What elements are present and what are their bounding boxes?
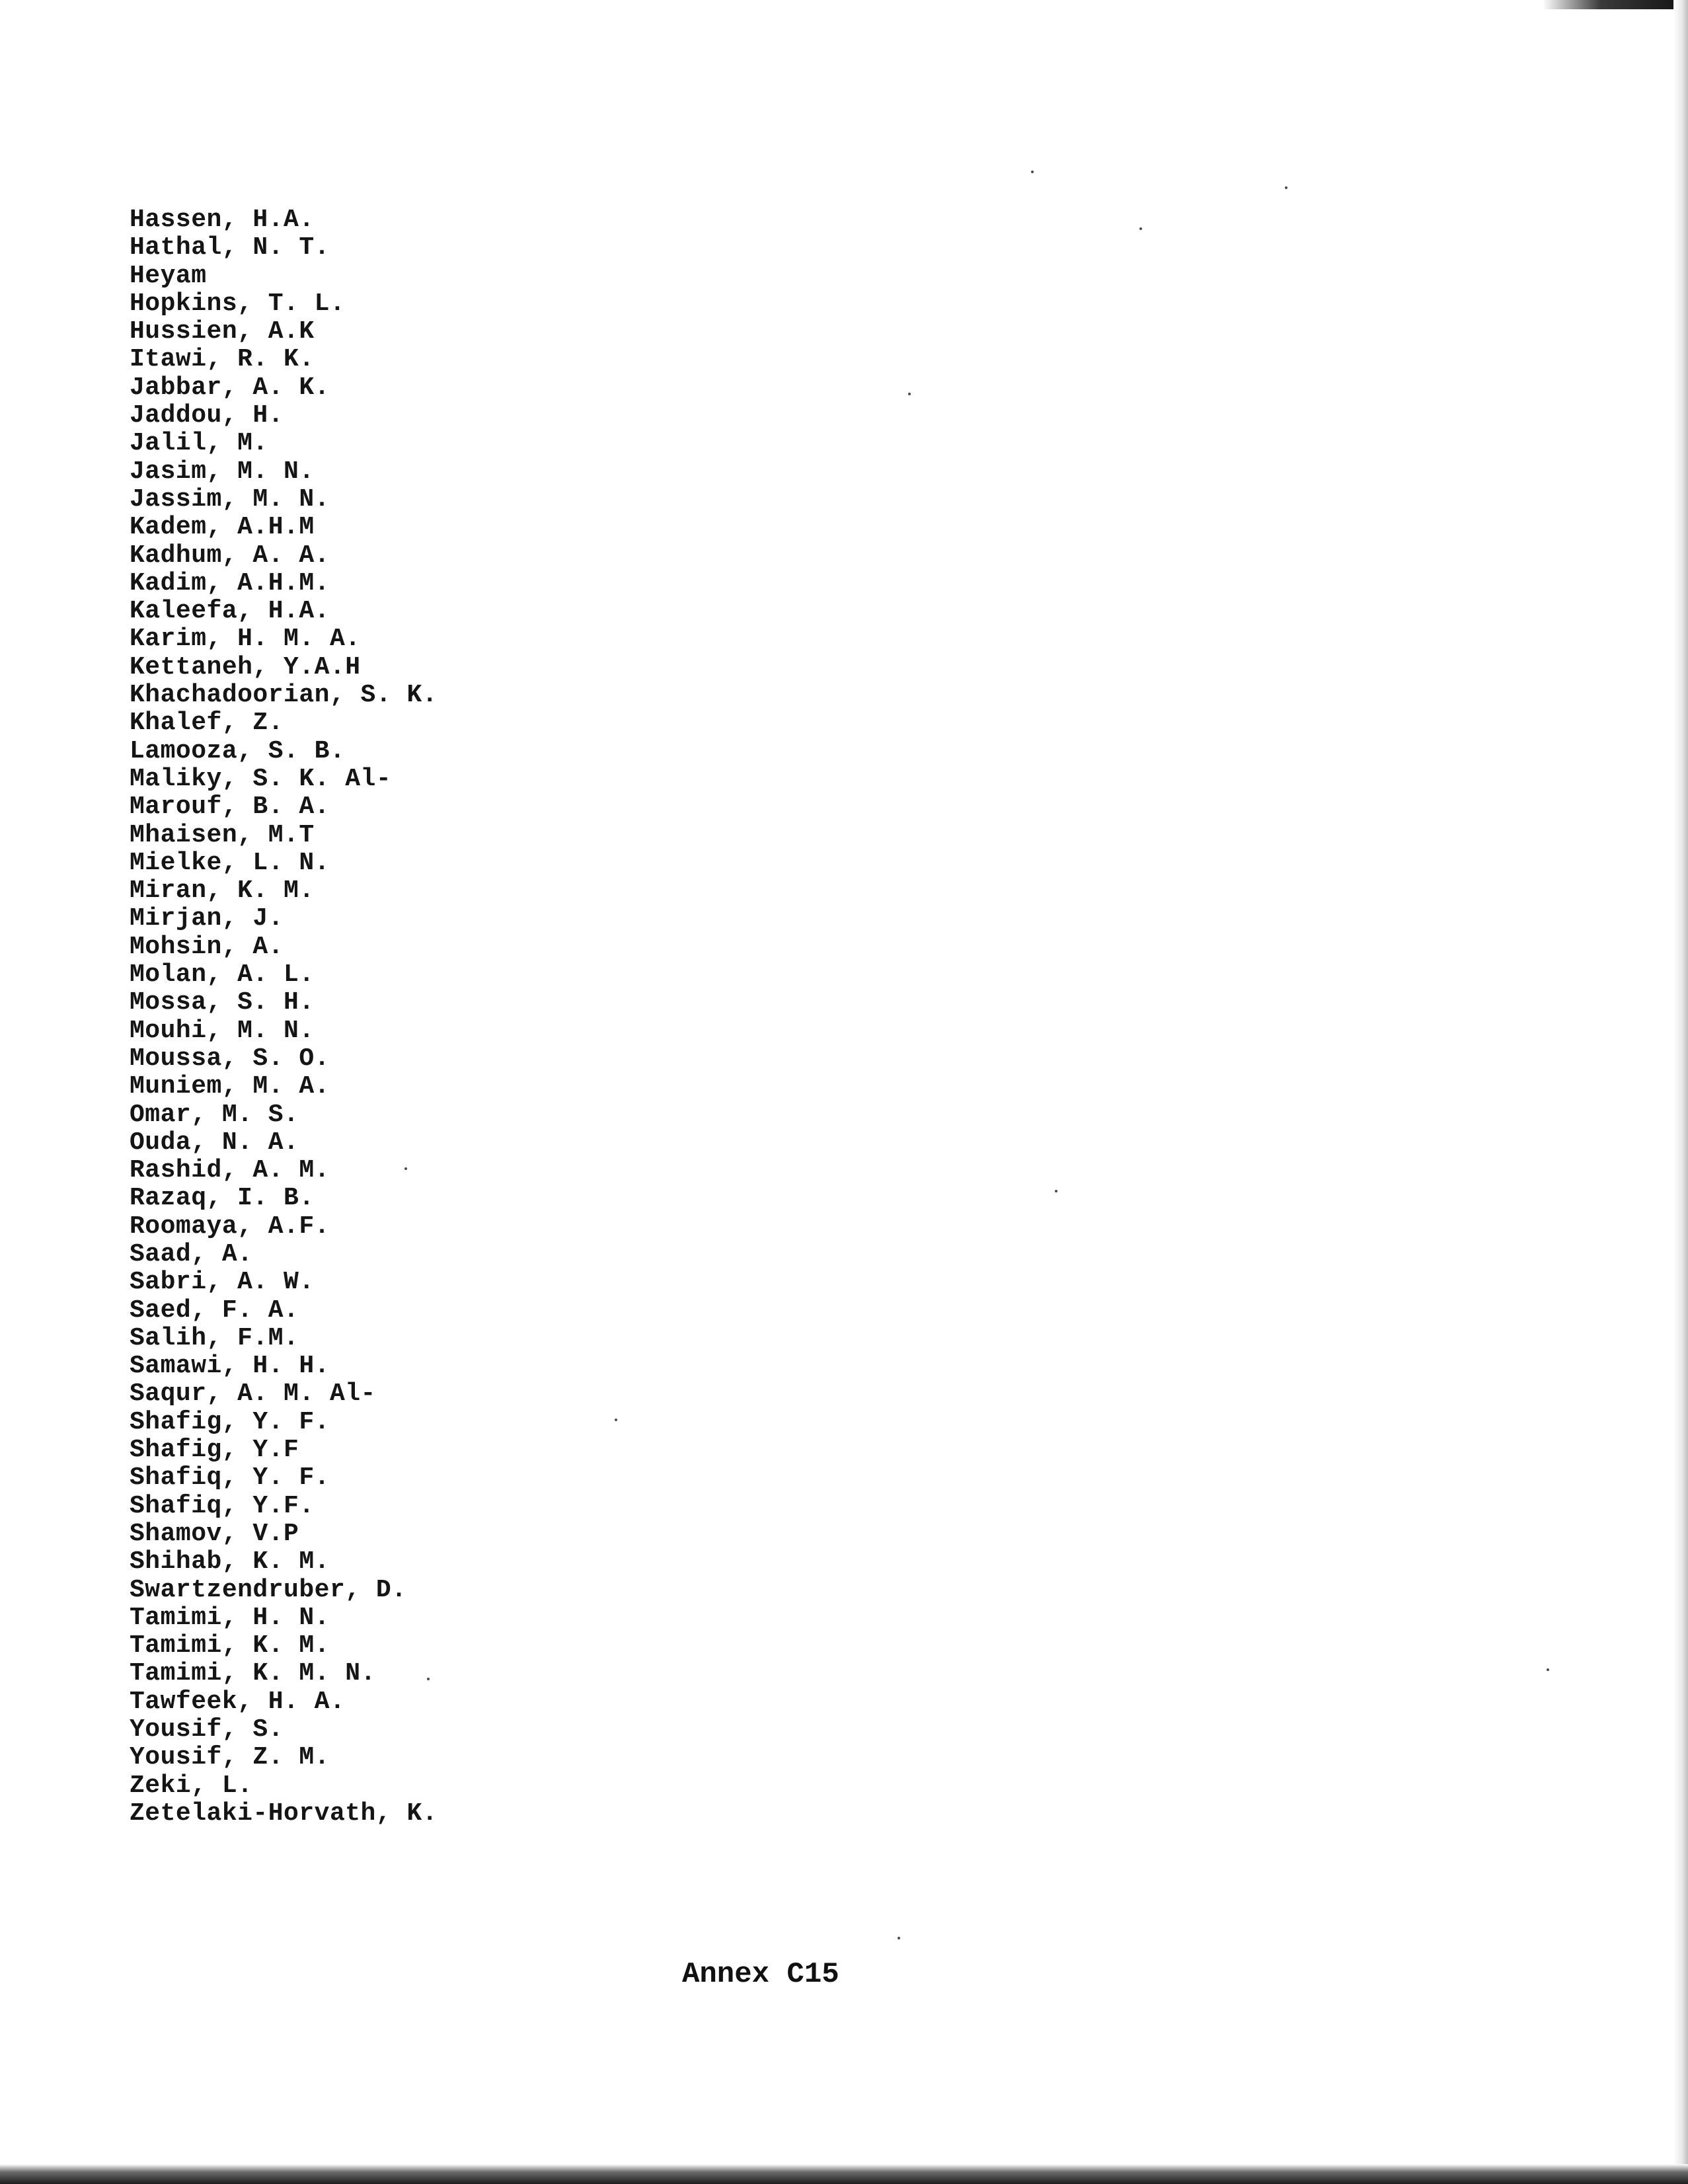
name-entry: Tamimi, H. N. <box>130 1603 330 1632</box>
scan-speck <box>1055 1190 1057 1192</box>
name-entry: Jalil, M. <box>130 429 268 458</box>
name-entry: Zetelaki-Horvath, K. <box>130 1799 438 1828</box>
name-entry: Kadem, A.H.M <box>130 513 315 542</box>
name-entry: Khalef, Z. <box>130 709 284 738</box>
name-entry: Yousif, S. <box>130 1715 284 1744</box>
name-entry: Saed, F. A. <box>130 1296 299 1325</box>
name-entry: Tamimi, K. M. N. <box>130 1659 376 1688</box>
scan-speck <box>1139 227 1142 230</box>
name-entry: Zeki, L. <box>130 1771 253 1800</box>
name-entry: Shihab, K. M. <box>130 1547 330 1577</box>
scan-speck <box>898 1937 900 1939</box>
name-entry: Marouf, B. A. <box>130 793 330 822</box>
name-entry: Omar, M. S. <box>130 1100 299 1129</box>
name-entry: Swartzendruber, D. <box>130 1575 407 1604</box>
scan-speck <box>1285 186 1287 189</box>
name-entry: Mossa, S. H. <box>130 988 315 1017</box>
scan-speck <box>615 1419 617 1421</box>
scan-edge-right <box>1673 0 1688 2184</box>
name-entry: Salih, F.M. <box>130 1323 299 1352</box>
name-entry: Muniem, M. A. <box>130 1072 330 1101</box>
name-entry: Hathal, N. T. <box>130 233 330 262</box>
name-entry: Hussien, A.K <box>130 317 315 346</box>
name-entry: Shafiq, Y. F. <box>130 1463 330 1493</box>
name-entry: Jassim, M. N. <box>130 485 330 514</box>
name-entry: Ouda, N. A. <box>130 1128 299 1157</box>
name-entry: Moussa, S. O. <box>130 1044 330 1073</box>
name-entry: Kadhum, A. A. <box>130 541 330 570</box>
name-entry: Tamimi, K. M. <box>130 1631 330 1660</box>
name-entry: Shamov, V.P <box>130 1519 299 1548</box>
name-entry: Mielke, L. N. <box>130 848 330 877</box>
name-entry: Jabbar, A. K. <box>130 373 330 402</box>
name-entry: Khachadoorian, S. K. <box>130 681 438 710</box>
scan-edge-bottom <box>0 2164 1688 2184</box>
name-entry: Itawi, R. K. <box>130 345 315 374</box>
name-entry: Lamooza, S. B. <box>130 736 346 765</box>
name-entry: Kadim, A.H.M. <box>130 568 330 598</box>
name-entry: Karim, H. M. A. <box>130 625 361 654</box>
scan-speck <box>908 393 911 395</box>
name-list <box>130 206 438 1828</box>
name-entry: Hassen, H.A. <box>130 206 315 234</box>
scan-speck <box>1547 1668 1549 1671</box>
name-entry: Molan, A. L. <box>130 960 315 990</box>
name-entry: Razaq, I. B. <box>130 1184 315 1213</box>
name-entry: Shafiq, Y.F. <box>130 1491 315 1520</box>
name-entry: Roomaya, A.F. <box>130 1212 330 1241</box>
name-entry: Saqur, A. M. Al- <box>130 1380 376 1409</box>
name-entry: Hopkins, T. L. <box>130 289 346 318</box>
name-entry: Mouhi, M. N. <box>130 1016 315 1045</box>
name-entry: Shafig, Y.F <box>130 1436 299 1465</box>
annex-label: Annex C15 <box>682 1958 839 1991</box>
name-entry: Mohsin, A. <box>130 932 284 961</box>
name-entry: Jasim, M. N. <box>130 457 315 486</box>
name-entry: Kettaneh, Y.A.H <box>130 652 361 682</box>
name-entry: Samawi, H. H. <box>130 1352 330 1381</box>
name-entry: Yousif, Z. M. <box>130 1743 330 1772</box>
name-entry: Mirjan, J. <box>130 904 284 933</box>
name-entry: Sabri, A. W. <box>130 1268 315 1297</box>
name-entry: Miran, K. M. <box>130 877 315 906</box>
name-entry: Shafig, Y. F. <box>130 1407 330 1436</box>
name-entry: Maliky, S. K. Al- <box>130 764 392 793</box>
name-entry: Mhaisen, M.T <box>130 820 315 849</box>
scan-mark-top-right <box>1543 0 1688 9</box>
name-entry: Tawfeek, H. A. <box>130 1687 346 1716</box>
name-entry: Jaddou, H. <box>130 401 284 430</box>
name-entry: Rashid, A. M. <box>130 1156 330 1185</box>
name-entry: Saad, A. <box>130 1239 253 1268</box>
name-entry: Kaleefa, H.A. <box>130 597 330 626</box>
scan-speck <box>1031 171 1034 173</box>
name-entry: Heyam <box>130 261 207 290</box>
